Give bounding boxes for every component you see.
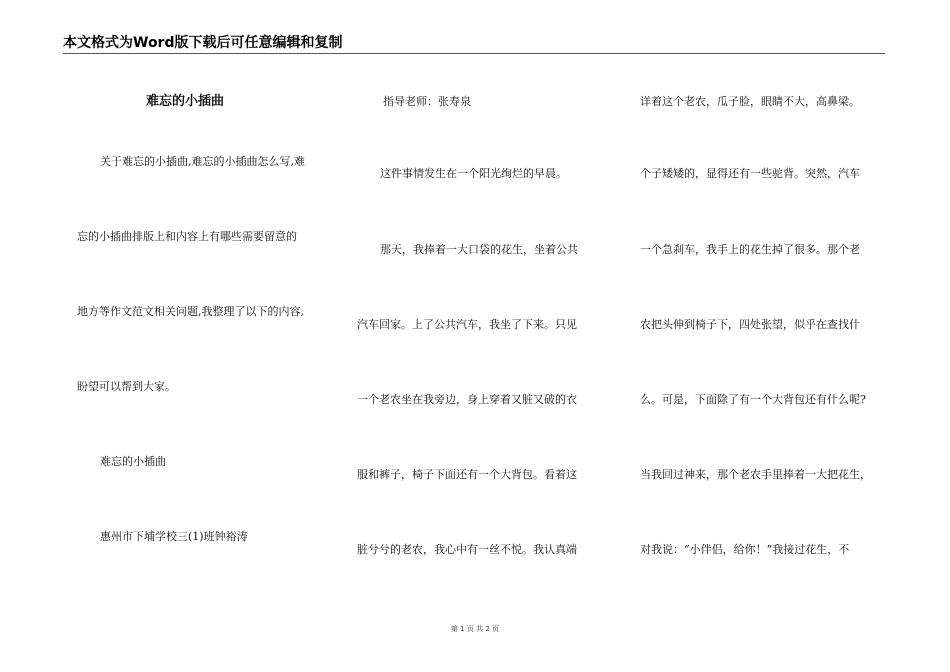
- text-line: 对我说：“小伴侣，给你！”我接过花生，不: [640, 543, 850, 556]
- text-line: 个子矮矮的，显得还有一些驼背。突然，汽车: [640, 167, 860, 180]
- article-title: 难忘的小插曲: [146, 94, 225, 109]
- text-line: 盼望可以帮到大家。: [77, 380, 176, 393]
- text-line: 服和裤子，椅子下面还有一个大背包。看着这: [357, 468, 577, 481]
- text-line: 汽车回家。上了公共汽车，我坐了下来。只见: [357, 318, 577, 331]
- document-header: 本文格式为Word版下载后可任意编辑和复制: [63, 34, 885, 54]
- page-number: 第 1 页 共 2 页: [450, 625, 500, 633]
- text-line: 这件事情发生在一个阳光绚烂的早晨。: [380, 167, 567, 180]
- text-line: 关于难忘的小插曲,难忘的小插曲怎么写,难: [100, 155, 305, 168]
- text-line: 那天，我捧着一大口袋的花生，坐着公共: [380, 243, 578, 256]
- text-line: 忘的小插曲排版上和内容上有哪些需要留意的: [77, 230, 297, 243]
- text-line: 地方等作文范文相关问题,我整理了以下的内容,: [77, 305, 304, 318]
- text-line: 脏兮兮的老农，我心中有一丝不悦。我认真端: [357, 543, 577, 556]
- text-line: 一个老农坐在我旁边，身上穿着又脏又破的衣: [357, 393, 577, 406]
- teacher-line: 指导老师：张寿泉: [383, 95, 471, 108]
- text-line: 一个急刹车，我手上的花生掉了很多。那个老: [640, 243, 860, 256]
- text-line: 当我回过神来，那个老农手里捧着一大把花生，: [640, 468, 871, 481]
- subtitle-line: 难忘的小插曲: [100, 455, 166, 468]
- text-line: 农把头伸到椅子下，四处张望，似乎在查找什: [640, 318, 860, 331]
- text-line: 么。可是，下面除了有一个大背包还有什么呢?: [640, 393, 866, 406]
- author-line: 惠州市下埔学校三(1)班钟裕涛: [100, 530, 248, 543]
- text-line: 详着这个老农，瓜子脸，眼睛不大，高鼻梁。: [640, 95, 860, 108]
